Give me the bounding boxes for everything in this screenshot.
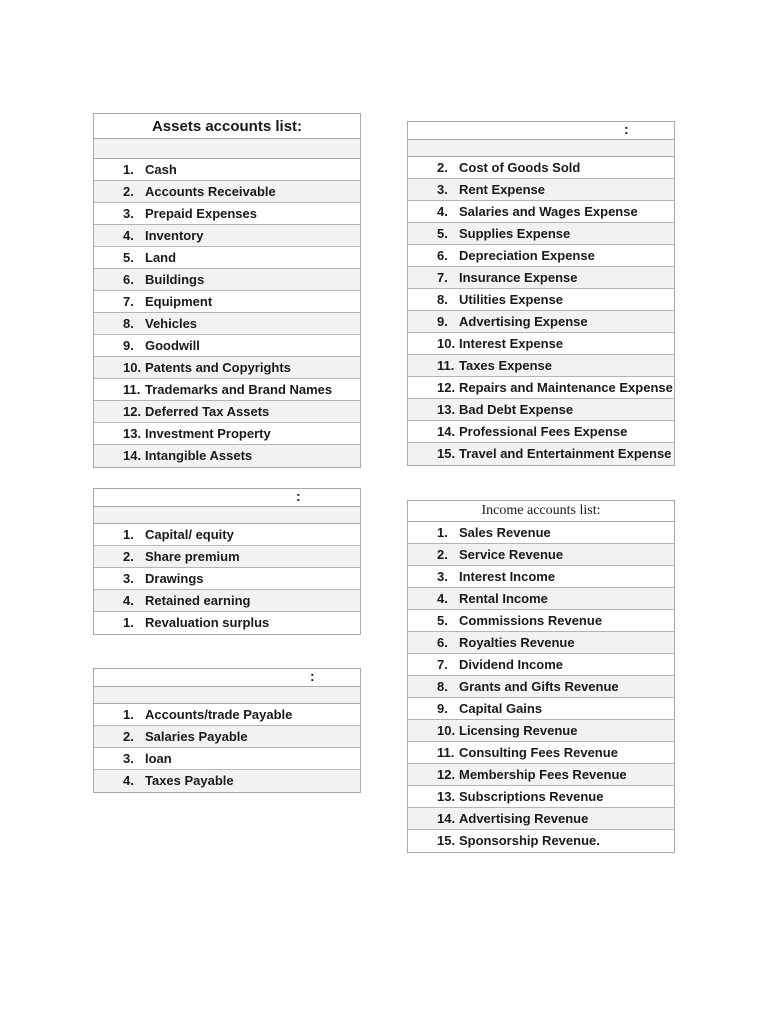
item-label: Salaries Payable [145,729,248,744]
item-label: Commissions Revenue [459,613,603,628]
item-label: Trademarks and Brand Names [145,382,333,397]
item-label: Interest Expense [459,336,564,351]
item-number: 4. [437,204,448,219]
list-item [94,748,360,770]
list-item [408,421,674,443]
item-number: 8. [123,316,134,331]
item-number: 2. [437,547,448,562]
item-label: Cash [145,162,177,177]
item-label: Land [145,250,177,265]
list-item [94,247,360,269]
list-item [94,379,360,401]
item-number: 9. [123,338,134,353]
item-label: Accounts/trade Payable [145,707,293,722]
list-item [94,445,360,467]
item-number: 7. [437,270,448,285]
expense-table-title [408,122,674,140]
item-number: 2. [123,729,134,744]
item-label: Patents and Copyrights [145,360,291,375]
item-number: 12. [437,380,456,395]
item-label: Taxes Expense [459,358,552,373]
list-item [408,742,674,764]
item-number: 3. [123,206,134,221]
item-number: 7. [123,294,134,309]
item-label: Intangible Assets [145,448,253,463]
item-number: 12. [123,404,142,419]
item-label: Supplies Expense [459,226,571,241]
item-label: Repairs and Maintenance Expense [459,380,673,395]
liabilities-accounts-table [93,668,361,793]
item-label: Buildings [145,272,205,287]
item-number: 11. [123,382,141,397]
list-item [408,443,674,465]
list-item [408,377,674,399]
item-label: Interest Income [459,569,556,584]
item-number: 1. [123,615,134,630]
list-item [94,291,360,313]
item-number: 1. [437,525,448,540]
item-label: Subscriptions Revenue [459,789,604,804]
equity-blank-row [94,507,360,524]
item-label: Capital Gains [459,701,543,716]
equity-title-colon: : [296,488,301,504]
list-item [408,311,674,333]
item-number: 5. [437,613,448,628]
item-label: Utilities Expense [459,292,564,307]
item-label: Insurance Expense [459,270,578,285]
item-number: 3. [123,571,134,586]
list-item [408,588,674,610]
income-table-title: Income accounts list: [408,501,674,522]
list-item [94,269,360,291]
equity-table-title [94,489,360,507]
item-label: Professional Fees Expense [459,424,628,439]
list-item [94,568,360,590]
list-item [408,355,674,377]
item-number: 14. [437,424,456,439]
list-item [94,401,360,423]
list-item [408,522,674,544]
item-number: 11. [437,358,455,373]
item-label: Retained earning [145,593,251,608]
item-number: 4. [123,593,134,608]
item-label: Consulting Fees Revenue [459,745,618,760]
item-number: 13. [123,426,142,441]
item-number: 13. [437,402,456,417]
item-label: Prepaid Expenses [145,206,257,221]
income-accounts-table [407,500,675,853]
item-label: Inventory [145,228,204,243]
item-label: Goodwill [145,338,200,353]
assets-accounts-table [93,113,361,468]
item-label: Service Revenue [459,547,564,562]
item-number: 9. [437,314,448,329]
item-label: Advertising Expense [459,314,588,329]
item-label: Royalties Revenue [459,635,575,650]
item-number: 3. [437,569,448,584]
item-number: 2. [437,160,448,175]
item-label: Depreciation Expense [459,248,595,263]
item-number: 2. [123,549,134,564]
list-item [408,223,674,245]
item-label: Advertising Revenue [459,811,589,826]
item-number: 15. [437,446,456,461]
item-label: Investment Property [145,426,271,441]
expense-list [408,157,674,465]
item-number: 6. [437,635,448,650]
list-item [94,704,360,726]
item-number: 14. [123,448,142,463]
list-item [94,335,360,357]
item-number: 10. [437,723,456,738]
item-label: Vehicles [145,316,198,331]
item-number: 6. [123,272,134,287]
list-item [94,524,360,546]
item-label: Grants and Gifts Revenue [459,679,619,694]
item-number: 4. [123,773,134,788]
list-item [94,726,360,748]
list-item [94,590,360,612]
assets-blank-row [94,139,360,159]
item-number: 1. [123,707,134,722]
list-item [94,546,360,568]
list-item [94,423,360,445]
liabilities-title-colon: : [310,668,315,684]
list-item [408,720,674,742]
list-item [408,201,674,223]
item-label: loan [145,751,172,766]
list-item [408,808,674,830]
item-number: 11. [437,745,455,760]
expense-title-colon: : [624,121,629,137]
list-item [408,399,674,421]
item-label: Accounts Receivable [145,184,276,199]
list-item [408,245,674,267]
list-item [94,203,360,225]
list-item [408,179,674,201]
item-number: 4. [437,591,448,606]
assets-table-title: Assets accounts list: [94,114,360,139]
item-number: 14. [437,811,456,826]
list-item [408,698,674,720]
list-item [408,566,674,588]
item-label: Dividend Income [459,657,564,672]
item-number: 3. [437,182,448,197]
item-number: 5. [437,226,448,241]
list-item [408,830,674,852]
item-number: 8. [437,679,448,694]
item-label: Drawings [145,571,204,586]
item-label: Revaluation surplus [145,615,270,630]
item-number: 5. [123,250,134,265]
liabilities-table-title [94,669,360,687]
list-item [94,770,360,792]
list-item [94,612,360,634]
liabilities-blank-row [94,687,360,704]
item-number: 8. [437,292,448,307]
list-item [94,159,360,181]
item-label: Bad Debt Expense [459,402,574,417]
item-label: Salaries and Wages Expense [459,204,638,219]
item-label: Share premium [145,549,240,564]
item-label: Rent Expense [459,182,545,197]
list-item [94,181,360,203]
list-item [408,157,674,179]
item-label: Travel and Entertainment Expense [459,446,672,461]
item-label: Deferred Tax Assets [145,404,270,419]
item-number: 2. [123,184,134,199]
item-label: Capital/ equity [145,527,234,542]
list-item [94,225,360,247]
item-label: Sponsorship Revenue. [459,833,600,848]
item-number: 10. [123,360,142,375]
income-list [408,522,674,852]
item-label: Membership Fees Revenue [459,767,627,782]
list-item [408,267,674,289]
equity-accounts-table [93,488,361,635]
list-item [408,676,674,698]
item-label: Taxes Payable [145,773,234,788]
list-item [94,313,360,335]
liabilities-list [94,704,360,792]
list-item [94,357,360,379]
item-label: Cost of Goods Sold [459,160,581,175]
assets-list [94,159,360,467]
list-item [408,333,674,355]
item-label: Equipment [145,294,213,309]
item-number: 13. [437,789,456,804]
list-item [408,610,674,632]
item-number: 1. [123,162,134,177]
item-number: 4. [123,228,134,243]
item-number: 10. [437,336,456,351]
item-label: Sales Revenue [459,525,551,540]
expense-blank-row [408,140,674,157]
item-number: 1. [123,527,134,542]
expense-accounts-table [407,121,675,466]
list-item [408,764,674,786]
list-item [408,786,674,808]
list-item [408,654,674,676]
item-label: Licensing Revenue [459,723,578,738]
list-item [408,632,674,654]
equity-list [94,524,360,634]
item-number: 15. [437,833,456,848]
item-number: 9. [437,701,448,716]
item-number: 12. [437,767,456,782]
item-number: 7. [437,657,448,672]
list-item [408,544,674,566]
item-number: 6. [437,248,448,263]
item-label: Rental Income [459,591,548,606]
item-number: 3. [123,751,134,766]
list-item [408,289,674,311]
